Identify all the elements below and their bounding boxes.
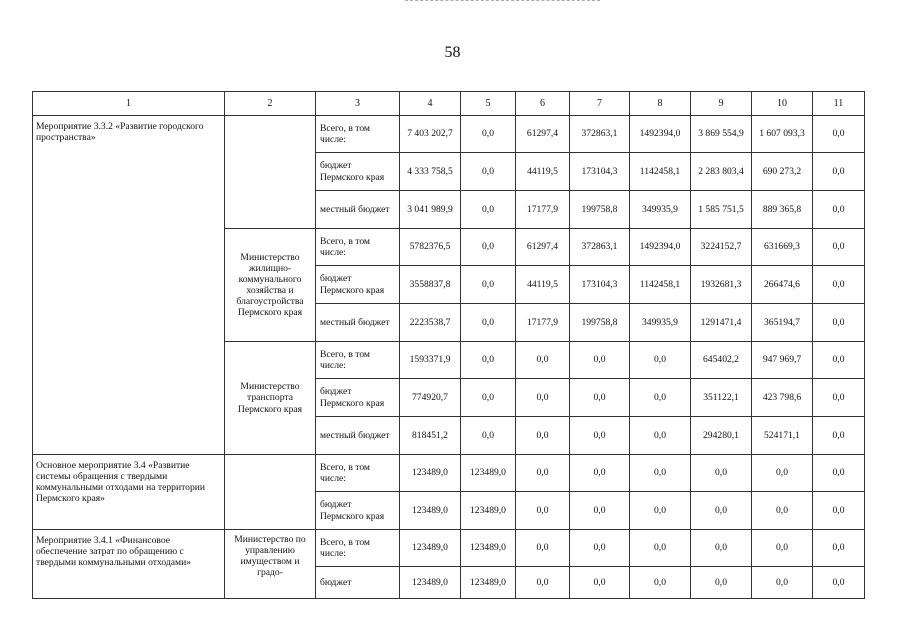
value-cell: 0,0 xyxy=(461,191,516,229)
scan-artifact-line xyxy=(405,0,600,4)
value-cell: 0,0 xyxy=(813,567,865,599)
value-cell: 123489,0 xyxy=(400,567,461,599)
event-name-cell: Мероприятие 3.4.1 «Финансовое обеспечение затрат по обращению с твердыми коммунальными отходами» xyxy=(33,530,225,599)
funding-source-cell: местный бюджет xyxy=(316,304,400,342)
table-row xyxy=(33,116,865,153)
column-header: 9 xyxy=(691,92,752,116)
value-cell: 0,0 xyxy=(630,379,691,417)
header-row xyxy=(33,92,865,116)
value-cell: 645402,2 xyxy=(691,342,752,379)
value-cell: 5782376,5 xyxy=(400,229,461,266)
value-cell: 349935,9 xyxy=(630,304,691,342)
funding-source-cell: бюджет Пермского края xyxy=(316,379,400,417)
funding-source-cell: местный бюджет xyxy=(316,417,400,455)
column-header: 2 xyxy=(225,92,316,116)
value-cell: 0,0 xyxy=(813,191,865,229)
value-cell: 631669,3 xyxy=(752,229,813,266)
funding-source-cell: местный бюджет xyxy=(316,191,400,229)
table-row xyxy=(33,530,865,567)
value-cell: 4 333 758,5 xyxy=(400,153,461,191)
page-number: 58 xyxy=(444,44,461,61)
value-cell: 690 273,2 xyxy=(752,153,813,191)
value-cell: 123489,0 xyxy=(400,455,461,492)
value-cell: 17177,9 xyxy=(516,304,570,342)
value-cell: 1142458,1 xyxy=(630,266,691,304)
value-cell: 123489,0 xyxy=(400,530,461,567)
value-cell: 774920,7 xyxy=(400,379,461,417)
column-header: 8 xyxy=(630,92,691,116)
value-cell: 0,0 xyxy=(813,342,865,379)
value-cell: 266474,6 xyxy=(752,266,813,304)
value-cell: 0,0 xyxy=(813,153,865,191)
value-cell: 7 403 202,7 xyxy=(400,116,461,153)
value-cell: 44119,5 xyxy=(516,266,570,304)
value-cell: 1932681,3 xyxy=(691,266,752,304)
value-cell: 0,0 xyxy=(813,455,865,492)
value-cell: 2 283 803,4 xyxy=(691,153,752,191)
value-cell: 3 041 989,9 xyxy=(400,191,461,229)
value-cell: 0,0 xyxy=(630,455,691,492)
event-name-cell: Мероприятие 3.3.2 «Развитие городского пространства» xyxy=(33,116,225,455)
value-cell: 0,0 xyxy=(691,530,752,567)
value-cell: 0,0 xyxy=(516,492,570,530)
column-header: 5 xyxy=(461,92,516,116)
value-cell: 1291471,4 xyxy=(691,304,752,342)
executor-cell: Министерство жилищно-коммунального хозяйства и благоустройства Пермского края xyxy=(225,229,316,342)
value-cell: 0,0 xyxy=(630,342,691,379)
value-cell: 0,0 xyxy=(813,492,865,530)
value-cell: 0,0 xyxy=(813,229,865,266)
value-cell: 1 607 093,3 xyxy=(752,116,813,153)
value-cell: 3558837,8 xyxy=(400,266,461,304)
value-cell: 123489,0 xyxy=(400,492,461,530)
value-cell: 2223538,7 xyxy=(400,304,461,342)
value-cell: 0,0 xyxy=(516,417,570,455)
value-cell: 173104,3 xyxy=(570,266,630,304)
value-cell: 889 365,8 xyxy=(752,191,813,229)
value-cell: 1593371,9 xyxy=(400,342,461,379)
value-cell: 0,0 xyxy=(630,530,691,567)
value-cell: 1142458,1 xyxy=(630,153,691,191)
value-cell: 351122,1 xyxy=(691,379,752,417)
value-cell: 0,0 xyxy=(570,455,630,492)
value-cell: 1492394,0 xyxy=(630,229,691,266)
value-cell: 123489,0 xyxy=(461,530,516,567)
value-cell: 1 585 751,5 xyxy=(691,191,752,229)
value-cell: 123489,0 xyxy=(461,455,516,492)
value-cell: 0,0 xyxy=(461,304,516,342)
value-cell: 123489,0 xyxy=(461,567,516,599)
executor-cell: Министерство по управлению имуществом и градо- xyxy=(225,530,316,599)
value-cell: 17177,9 xyxy=(516,191,570,229)
value-cell: 0,0 xyxy=(813,530,865,567)
value-cell: 0,0 xyxy=(813,266,865,304)
value-cell: 818451,2 xyxy=(400,417,461,455)
value-cell: 0,0 xyxy=(461,379,516,417)
value-cell: 524171,1 xyxy=(752,417,813,455)
value-cell: 44119,5 xyxy=(516,153,570,191)
funding-source-cell: Всего, в том числе: xyxy=(316,342,400,379)
value-cell: 61297,4 xyxy=(516,116,570,153)
value-cell: 0,0 xyxy=(691,455,752,492)
value-cell: 0,0 xyxy=(752,530,813,567)
funding-source-cell: Всего, в том числе: xyxy=(316,116,400,153)
value-cell: 3 869 554,9 xyxy=(691,116,752,153)
value-cell: 61297,4 xyxy=(516,229,570,266)
value-cell: 0,0 xyxy=(813,116,865,153)
executor-cell xyxy=(225,116,316,229)
value-cell: 294280,1 xyxy=(691,417,752,455)
value-cell: 173104,3 xyxy=(570,153,630,191)
value-cell: 0,0 xyxy=(516,530,570,567)
event-name-cell: Основное мероприятие 3.4 «Развитие системы обращения с твердыми коммунальными отходами на территории Пермского края» xyxy=(33,455,225,530)
funding-source-cell: бюджет Пермского края xyxy=(316,153,400,191)
executor-cell: Министерство транспорта Пермского края xyxy=(225,342,316,455)
column-header: 6 xyxy=(516,92,570,116)
value-cell: 423 798,6 xyxy=(752,379,813,417)
value-cell: 0,0 xyxy=(570,379,630,417)
value-cell: 0,0 xyxy=(813,379,865,417)
value-cell: 0,0 xyxy=(691,567,752,599)
value-cell: 0,0 xyxy=(516,342,570,379)
table-row xyxy=(33,455,865,492)
funding-source-cell: Всего, в том числе: xyxy=(316,530,400,567)
value-cell: 1492394,0 xyxy=(630,116,691,153)
value-cell: 0,0 xyxy=(570,342,630,379)
value-cell: 199758,8 xyxy=(570,304,630,342)
value-cell: 0,0 xyxy=(570,567,630,599)
value-cell: 0,0 xyxy=(461,229,516,266)
value-cell: 0,0 xyxy=(752,492,813,530)
funding-source-cell: Всего, в том числе: xyxy=(316,455,400,492)
value-cell: 0,0 xyxy=(516,379,570,417)
value-cell: 0,0 xyxy=(630,417,691,455)
funding-source-cell: бюджет xyxy=(316,567,400,599)
value-cell: 0,0 xyxy=(691,492,752,530)
value-cell: 372863,1 xyxy=(570,229,630,266)
funding-source-cell: Всего, в том числе: xyxy=(316,229,400,266)
value-cell: 372863,1 xyxy=(570,116,630,153)
budget-table xyxy=(32,91,865,599)
value-cell: 0,0 xyxy=(630,492,691,530)
value-cell: 0,0 xyxy=(461,153,516,191)
value-cell: 0,0 xyxy=(813,417,865,455)
value-cell: 0,0 xyxy=(516,567,570,599)
value-cell: 0,0 xyxy=(752,567,813,599)
value-cell: 947 969,7 xyxy=(752,342,813,379)
column-header: 11 xyxy=(813,92,865,116)
value-cell: 0,0 xyxy=(516,455,570,492)
column-header: 7 xyxy=(570,92,630,116)
value-cell: 365194,7 xyxy=(752,304,813,342)
column-header: 4 xyxy=(400,92,461,116)
funding-source-cell: бюджет Пермского края xyxy=(316,492,400,530)
value-cell: 0,0 xyxy=(813,304,865,342)
column-header: 10 xyxy=(752,92,813,116)
executor-cell xyxy=(225,455,316,530)
value-cell: 0,0 xyxy=(570,492,630,530)
value-cell: 0,0 xyxy=(752,455,813,492)
column-header: 1 xyxy=(33,92,225,116)
value-cell: 0,0 xyxy=(570,530,630,567)
value-cell: 0,0 xyxy=(461,116,516,153)
value-cell: 0,0 xyxy=(461,342,516,379)
value-cell: 349935,9 xyxy=(630,191,691,229)
funding-source-cell: бюджет Пермского края xyxy=(316,266,400,304)
column-header: 3 xyxy=(316,92,400,116)
value-cell: 123489,0 xyxy=(461,492,516,530)
value-cell: 0,0 xyxy=(461,417,516,455)
value-cell: 0,0 xyxy=(630,567,691,599)
value-cell: 3224152,7 xyxy=(691,229,752,266)
value-cell: 0,0 xyxy=(461,266,516,304)
value-cell: 199758,8 xyxy=(570,191,630,229)
value-cell: 0,0 xyxy=(570,417,630,455)
